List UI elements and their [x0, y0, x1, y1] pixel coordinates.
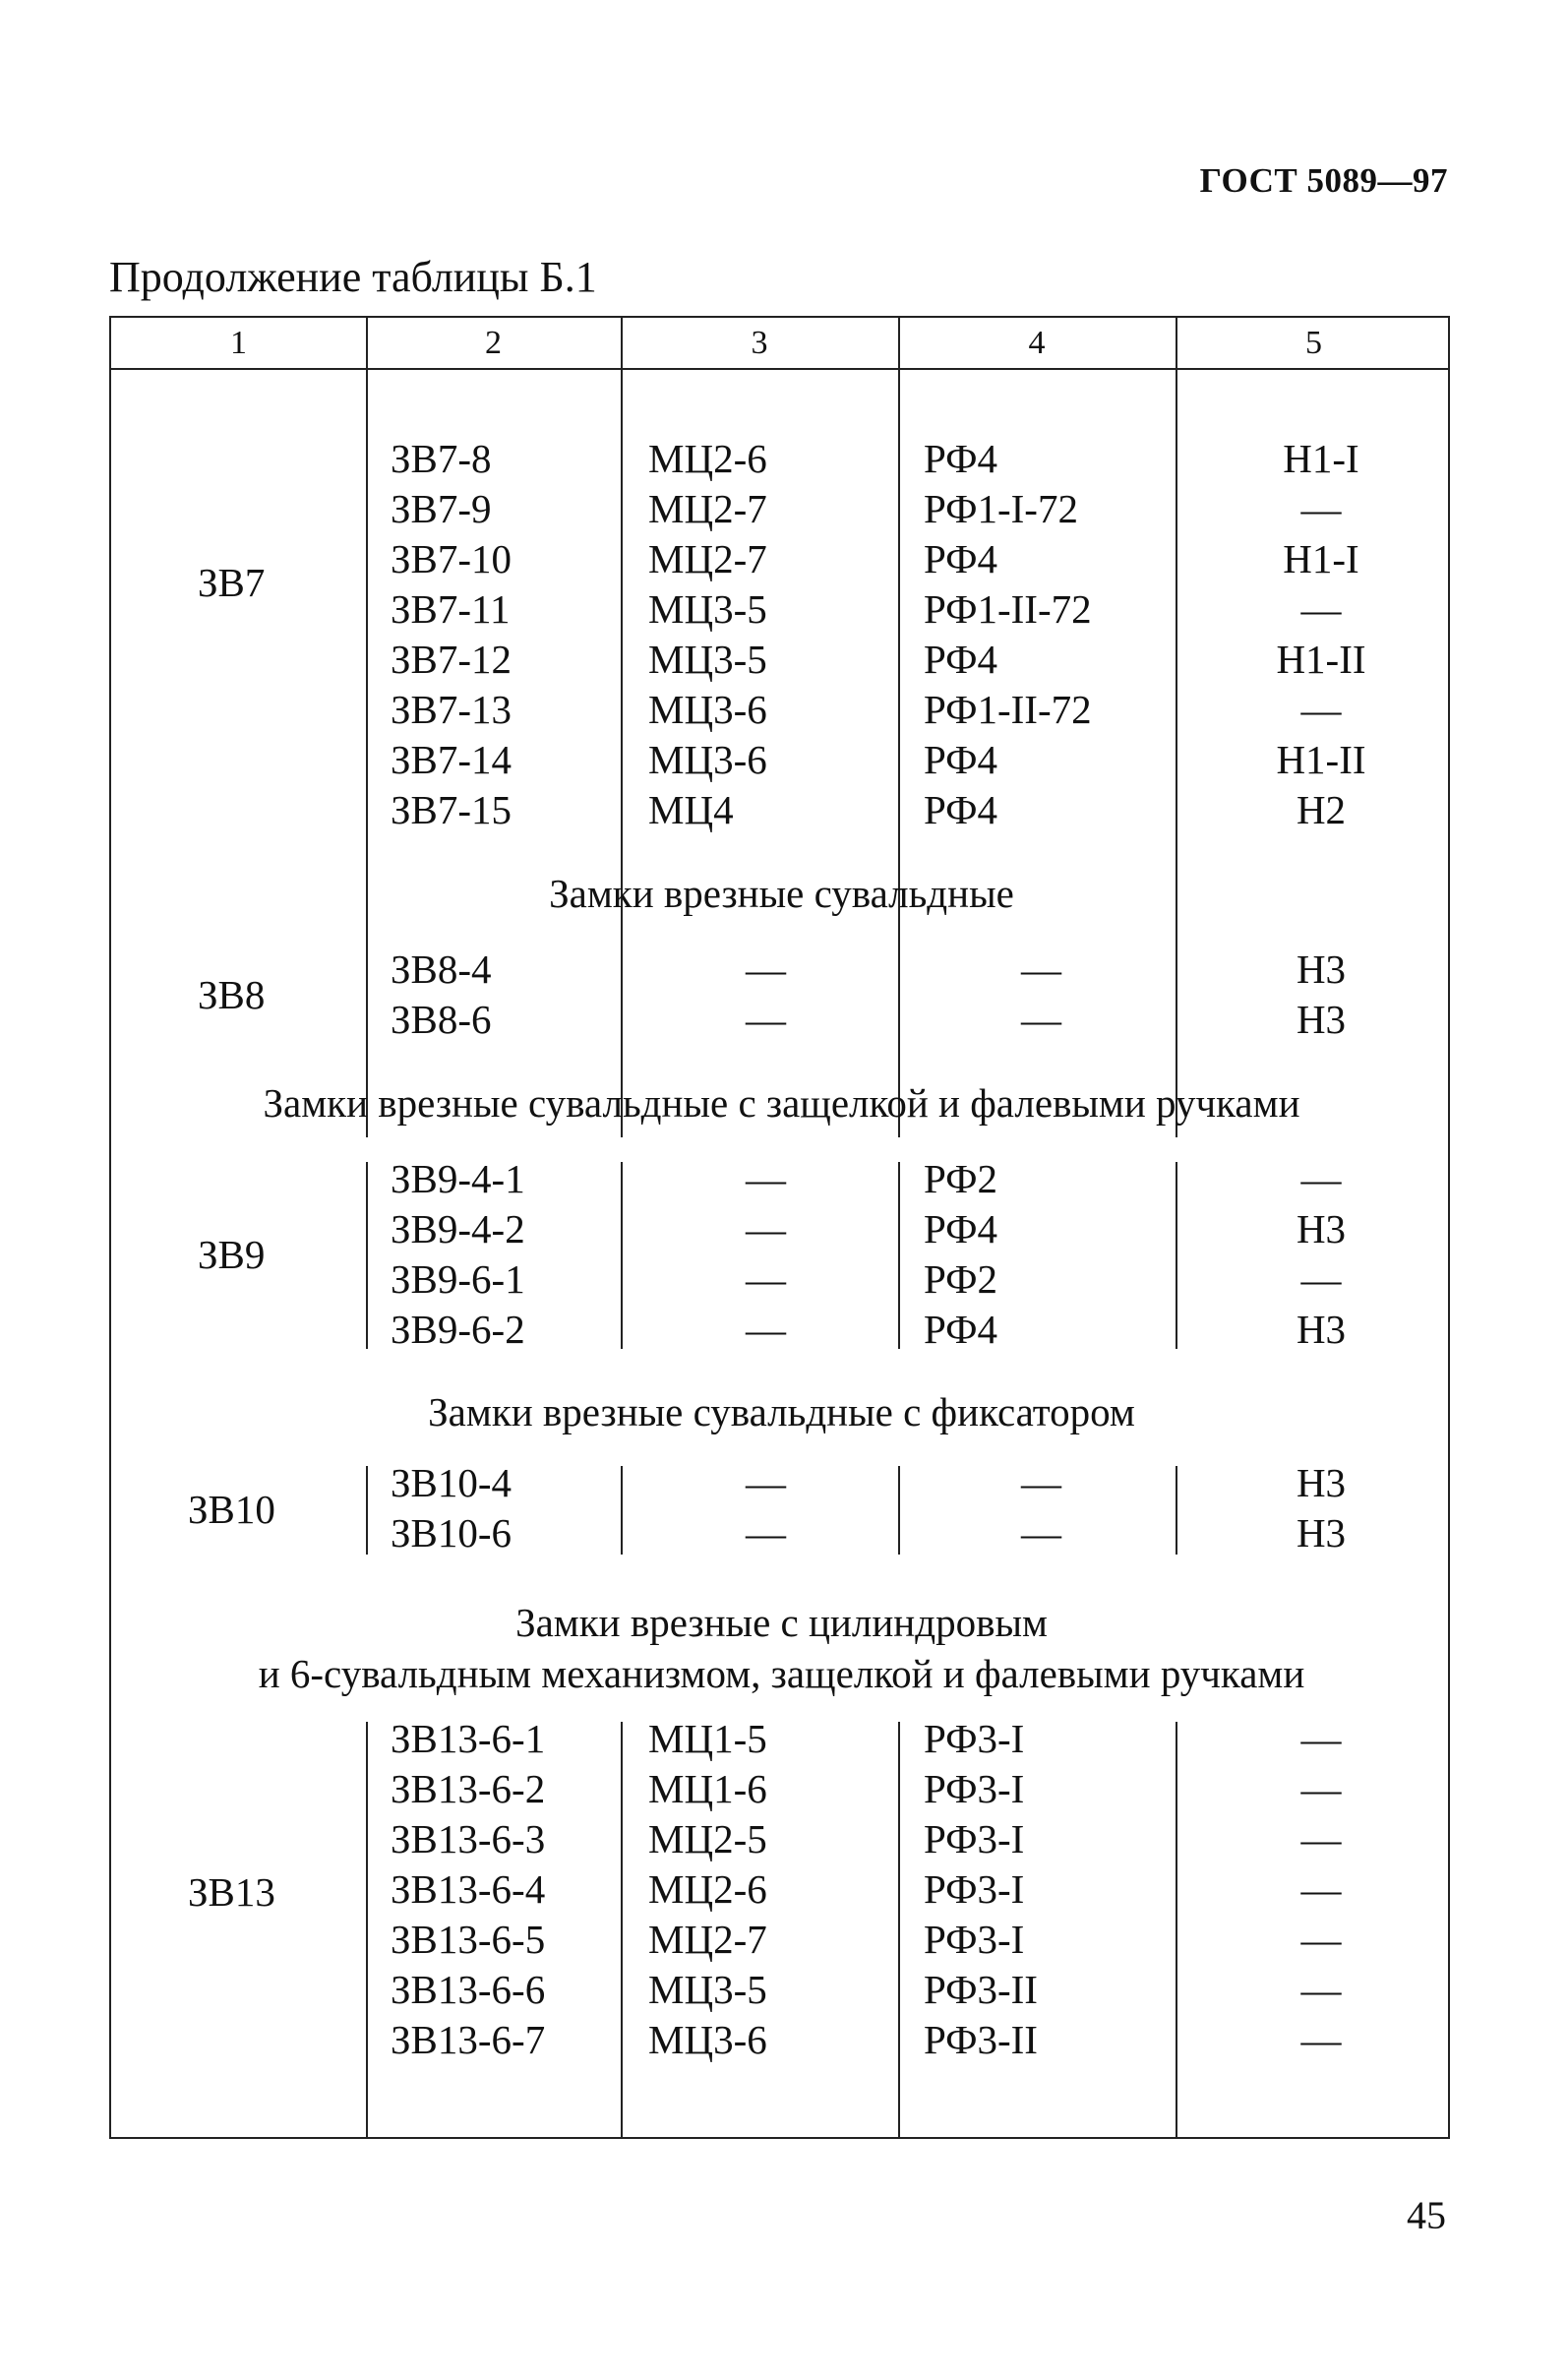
table-cell: ЗВ9-6-1 [391, 1256, 525, 1302]
column-rule [898, 1162, 900, 1349]
table-cell: ЗВ7-15 [391, 787, 513, 832]
column-rule [1176, 1722, 1177, 2137]
table-cell: — [1300, 2017, 1342, 2062]
table-cell: РФ1-I-72 [924, 486, 1078, 531]
table-cell: РФ4 [924, 536, 997, 581]
table-cell: Н3 [1296, 1307, 1347, 1352]
table-cell: РФ4 [924, 637, 997, 682]
table-cell: ЗВ7-12 [391, 637, 513, 682]
table-cell: РФ3-I [924, 1766, 1025, 1811]
table-cell: — [746, 946, 786, 992]
table-cell: ЗВ13-6-6 [391, 1967, 546, 2012]
table-cell: — [746, 1510, 786, 1556]
table-cell: ЗВ7-8 [391, 436, 492, 481]
table-cell: ЗВ7-14 [391, 737, 513, 782]
table-cell: ЗВ9-6-2 [391, 1307, 525, 1352]
table-cell: МЦ2-5 [648, 1816, 767, 1861]
column-rule [1176, 1162, 1177, 1349]
table-cell: ЗВ13-6-1 [391, 1716, 546, 1761]
section-title: Замки врезные сувальдные с защелкой и фалевыми ручками [263, 1080, 1300, 1126]
table-cell: ЗВ7-13 [391, 687, 513, 732]
table-cell: ЗВ8-6 [391, 997, 492, 1042]
table-cell: МЦ2-7 [648, 1917, 767, 1962]
table-cell: МЦ3-5 [648, 586, 767, 632]
table-cell: РФ3-I [924, 1866, 1025, 1912]
table-cell: — [1021, 1460, 1061, 1505]
table-cell: ЗВ9-4-2 [391, 1206, 525, 1251]
table-cell: МЦ1-5 [648, 1716, 767, 1761]
table-cell: Н1-II [1276, 637, 1366, 682]
table-cell: РФ3-II [924, 1967, 1038, 2012]
table-cell: — [1300, 687, 1342, 732]
table-cell: — [1300, 1156, 1342, 1201]
table-cell: РФ3-II [924, 2017, 1038, 2062]
table-cell: — [1300, 1716, 1342, 1761]
column-header-2: 2 [485, 325, 502, 361]
table-cell: РФ1-II-72 [924, 586, 1092, 632]
table-cell: РФ3-I [924, 1716, 1025, 1761]
column-rule [898, 952, 900, 1039]
header-divider [111, 368, 1448, 370]
group-code: ЗВ8 [198, 972, 266, 1017]
table-cell: Н3 [1296, 997, 1347, 1042]
table-cell: — [746, 1307, 786, 1352]
table-cell: ЗВ10-6 [391, 1510, 513, 1556]
table-cell: — [1300, 1766, 1342, 1811]
group-code: ЗВ7 [198, 560, 266, 605]
column-header-4: 4 [1028, 325, 1046, 361]
table-cell: Н2 [1296, 787, 1347, 832]
table-cell: ЗВ7-11 [391, 586, 511, 632]
table-cell: РФ4 [924, 1307, 997, 1352]
column-rule [621, 1466, 623, 1555]
table-cell: — [1300, 1256, 1342, 1302]
table-cell: ЗВ7-10 [391, 536, 513, 581]
table-cell: Н1-II [1276, 737, 1366, 782]
document-code: ГОСТ 5089—97 [1199, 161, 1448, 200]
group-code: ЗВ9 [198, 1232, 266, 1277]
table-cell: ЗВ8-4 [391, 946, 492, 992]
table-cell: МЦ2-6 [648, 1866, 767, 1912]
table-cell: Н3 [1296, 946, 1347, 992]
table-cell: МЦ3-5 [648, 637, 767, 682]
table-cell: МЦ2-6 [648, 436, 767, 481]
table-cell: — [1021, 1510, 1061, 1556]
table-cell: МЦ4 [648, 787, 734, 832]
table-cell: ЗВ13-6-7 [391, 2017, 546, 2062]
table-cell: — [746, 997, 786, 1042]
table-cell: РФ3-I [924, 1816, 1025, 1861]
column-rule [621, 1162, 623, 1349]
column-rule [898, 1466, 900, 1555]
table-caption: Продолжение таблицы Б.1 [109, 253, 597, 301]
table-cell: — [1300, 1917, 1342, 1962]
table-cell: Н3 [1296, 1460, 1347, 1505]
table-cell: — [746, 1206, 786, 1251]
column-header-5: 5 [1305, 325, 1322, 361]
table-cell: Н3 [1296, 1206, 1347, 1251]
table-cell: РФ4 [924, 1206, 997, 1251]
column-rule [898, 1722, 900, 2137]
table-cell: — [746, 1460, 786, 1505]
section-title: Замки врезные сувальдные [549, 871, 1014, 916]
table-cell: РФ1-II-72 [924, 687, 1092, 732]
table-cell: МЦ3-6 [648, 737, 767, 782]
table-cell: Н3 [1296, 1510, 1347, 1556]
table-cell: Н1-I [1283, 536, 1359, 581]
column-rule [621, 952, 623, 1039]
table-cell: — [746, 1156, 786, 1201]
section-title: Замки врезные с цилиндровым [515, 1600, 1048, 1645]
column-rule [1176, 1466, 1177, 1555]
column-rule [621, 1722, 623, 2137]
table-cell: — [1300, 486, 1342, 531]
table-cell: РФ4 [924, 436, 997, 481]
table-cell: — [1021, 946, 1061, 992]
table-cell: РФ3-I [924, 1917, 1025, 1962]
table-cell: МЦ3-6 [648, 2017, 767, 2062]
table-cell: РФ2 [924, 1256, 997, 1302]
column-rule [366, 1722, 368, 2137]
table-cell: МЦ1-6 [648, 1766, 767, 1811]
table-cell: МЦ2-7 [648, 536, 767, 581]
table-cell: МЦ3-6 [648, 687, 767, 732]
table-cell: РФ2 [924, 1156, 997, 1201]
column-rule [366, 1162, 368, 1349]
table-cell: ЗВ13-6-5 [391, 1917, 546, 1962]
table-cell: ЗВ13-6-4 [391, 1866, 546, 1912]
table-cell: — [1300, 1967, 1342, 2012]
table-cell: — [1300, 1866, 1342, 1912]
page-number: 45 [1407, 2193, 1446, 2237]
table-cell: МЦ3-5 [648, 1967, 767, 2012]
table-cell: ЗВ7-9 [391, 486, 492, 531]
column-rule [366, 1466, 368, 1555]
table-cell: ЗВ13-6-3 [391, 1816, 546, 1861]
table-cell: РФ4 [924, 737, 997, 782]
section-title-continued: и 6-сувальдным механизмом, защелкой и фалевыми ручками [258, 1651, 1305, 1696]
table-cell: ЗВ9-4-1 [391, 1156, 525, 1201]
column-rule [366, 952, 368, 1039]
table-cell: — [1300, 1816, 1342, 1861]
group-code: ЗВ13 [188, 1869, 275, 1915]
table-cell: — [1021, 997, 1061, 1042]
column-header-3: 3 [751, 325, 768, 361]
table-cell: Н1-I [1283, 436, 1359, 481]
column-header-1: 1 [230, 325, 247, 361]
table-cell: РФ4 [924, 787, 997, 832]
table-cell: — [1300, 586, 1342, 632]
section-title: Замки врезные сувальдные с фиксатором [428, 1389, 1135, 1434]
table-cell: — [746, 1256, 786, 1302]
table-cell: МЦ2-7 [648, 486, 767, 531]
column-rule [1176, 952, 1177, 1039]
data-table [109, 316, 1450, 2139]
table-cell: ЗВ13-6-2 [391, 1766, 546, 1811]
group-code: ЗВ10 [188, 1487, 275, 1532]
table-cell: ЗВ10-4 [391, 1460, 513, 1505]
